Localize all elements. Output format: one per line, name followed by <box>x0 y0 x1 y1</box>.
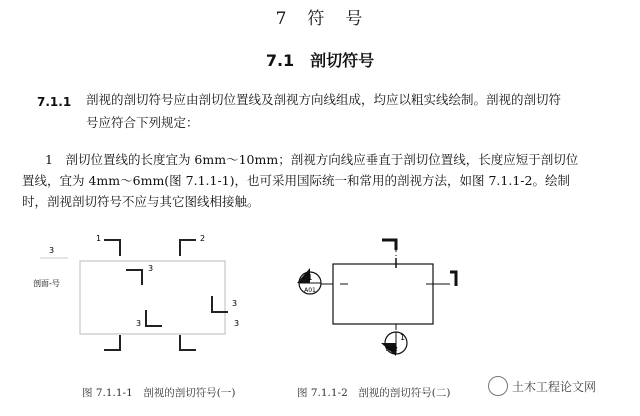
fig2-section-marker-top <box>297 268 321 294</box>
fig2-cut-mark-top <box>382 240 396 250</box>
fig2-section-marker-bottom <box>381 332 407 356</box>
clause-text-line2: 号应符合下列规定： <box>86 115 199 130</box>
chapter-title: 7 符 号 <box>275 9 365 29</box>
caption-figure-2: 图 7.1.1-2 剖视的剖切符号(二) <box>297 387 451 399</box>
fig1-label-f: 3 <box>232 299 238 308</box>
watermark-text: 土木工程论文网 <box>512 380 597 394</box>
fig1-label-b: 1 <box>96 234 102 243</box>
fig2-marker-bottom-number: 1 <box>400 333 406 342</box>
fig2-marker-top-sheet: A01 <box>304 287 316 294</box>
caption-figure-1: 图 7.1.1-1 剖视的剖切符号(一) <box>82 387 236 399</box>
fig1-label-c: 2 <box>200 234 206 243</box>
clause-number: 7.1.1 <box>37 95 72 109</box>
fig2-marker-bottom-sheet: A02 <box>386 346 398 353</box>
item1-line2: 置线，宜为 4mm～6mm(图 7.1.1-1)，也可采用国际统一和常用的剖视方法，如图 7.1.1-2。绘制 <box>22 173 570 188</box>
item1-line1: 1 剖切位置线的长度宜为 6mm～10mm；剖视方向线应垂直于剖切位置线，长度应短于剖切位 <box>45 152 579 167</box>
fig2-marker-top-number: 1 <box>307 273 313 282</box>
fig1-label-a: 3 <box>49 246 55 255</box>
item1-line3: 时，剖视剖切符号不应与其它图线相接触。 <box>22 194 260 209</box>
fig1-label-e: 3 <box>136 319 142 328</box>
fig2-outline-rect <box>333 264 433 324</box>
wechat-icon <box>488 376 508 396</box>
section-title: 7.1 剖切符号 <box>265 51 375 70</box>
clause-text-line1: 剖视的剖切符号应由剖切位置线及剖视方向线组成，均应以粗实线绘制。剖视的剖切符 <box>86 92 562 107</box>
fig1-label-d: 3 <box>148 264 154 273</box>
fig1-side-note: 剖面-号 <box>33 279 60 288</box>
fig2-cut-mark-right <box>450 272 456 286</box>
fig1-label-g: 3 <box>234 319 240 328</box>
